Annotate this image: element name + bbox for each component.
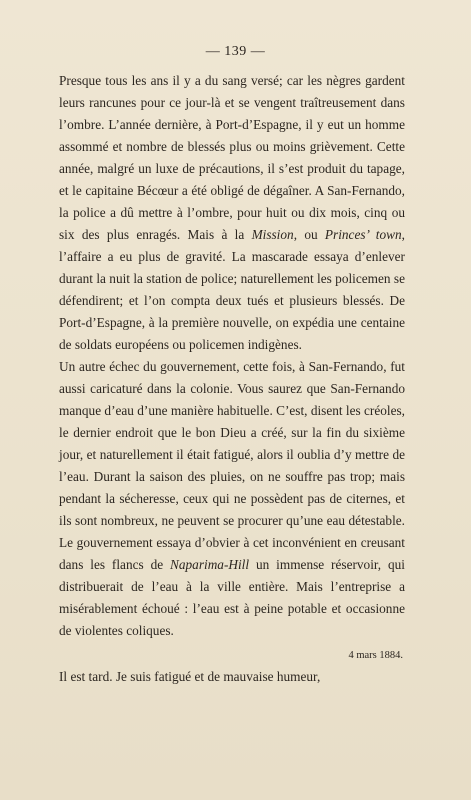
paragraph-2-part-1: Un autre échec du gouvernement, cette fois, à San-Fernando, fut aussi caricaturé dans la colonie. Vous saurez que San-Fernando manque d’eau d’une manière habituelle. C’est, disent les créoles, le dernier endroit que le bon Dieu a créé, sur la fin du sixième jour, et naturellement il était fatigué, alors il oublia d’y mettre de l’eau. Durant la saison des pluies, on ne souffre pas trop; mais pendant la sécheresse, ceux qui ne possèdent pas de citernes, et ils sont nombreux, ne peuvent se procurer qu’une eau détestable. Le gouvernement essaya d’obvier à cet inconvénient en creusant dans les flancs de xyxy=(59,359,405,572)
paragraph-3: Il est tard. Je suis fatigué et de mauvaise humeur, xyxy=(59,669,321,684)
mission-italic: Mission xyxy=(251,227,294,242)
paragraph-1-part-2: , ou xyxy=(293,227,325,242)
princes-town-italic: Princes’ town xyxy=(324,227,402,242)
paragraph-2-part-2: un immense réservoir, qui distribuerait de l’eau à la ville entière. Mais l’entreprise a misérablement échoué : l’eau est à peine potable et occasionne de violentes coliques. xyxy=(59,557,405,638)
dateline: 4 mars 1884. xyxy=(348,650,403,661)
page-number: — 139 — xyxy=(205,44,266,59)
naparima-hill-italic: Naparima-Hill xyxy=(170,557,250,572)
paragraph-2 xyxy=(59,356,405,642)
paragraph-1-part-1: Presque tous les ans il y a du sang versé; car les nègres gardent leurs rancunes pour ce jour-là et se vengent traîtreusement dans l’ombre. L’année dernière, à Port-d’Espagne, il y eut un homme assommé et nombre de blessés plus ou moins grièvement. Cette année, malgré un luxe de précautions, il s’est produit du tapage, et le capitaine Bécœur a été obligé de dégaîner. A San-Fernando, la police a dû mettre à l’ombre, pour huit ou dix mois, cinq ou six des plus enragés. Mais à la xyxy=(59,73,405,242)
body-text xyxy=(59,70,405,688)
paragraph-1-part-3: , l’affaire a eu plus de gravité. La mascarade essaya d’enlever durant la nuit la station de police; naturellement les policemen se défendirent; et l’on compta deux tués et plusieurs blessés. De Port-d’Espagne, à la première nouvelle, on expédia une centaine de soldats européens ou policemen indigènes. xyxy=(59,227,405,352)
paragraph-1 xyxy=(59,70,405,356)
